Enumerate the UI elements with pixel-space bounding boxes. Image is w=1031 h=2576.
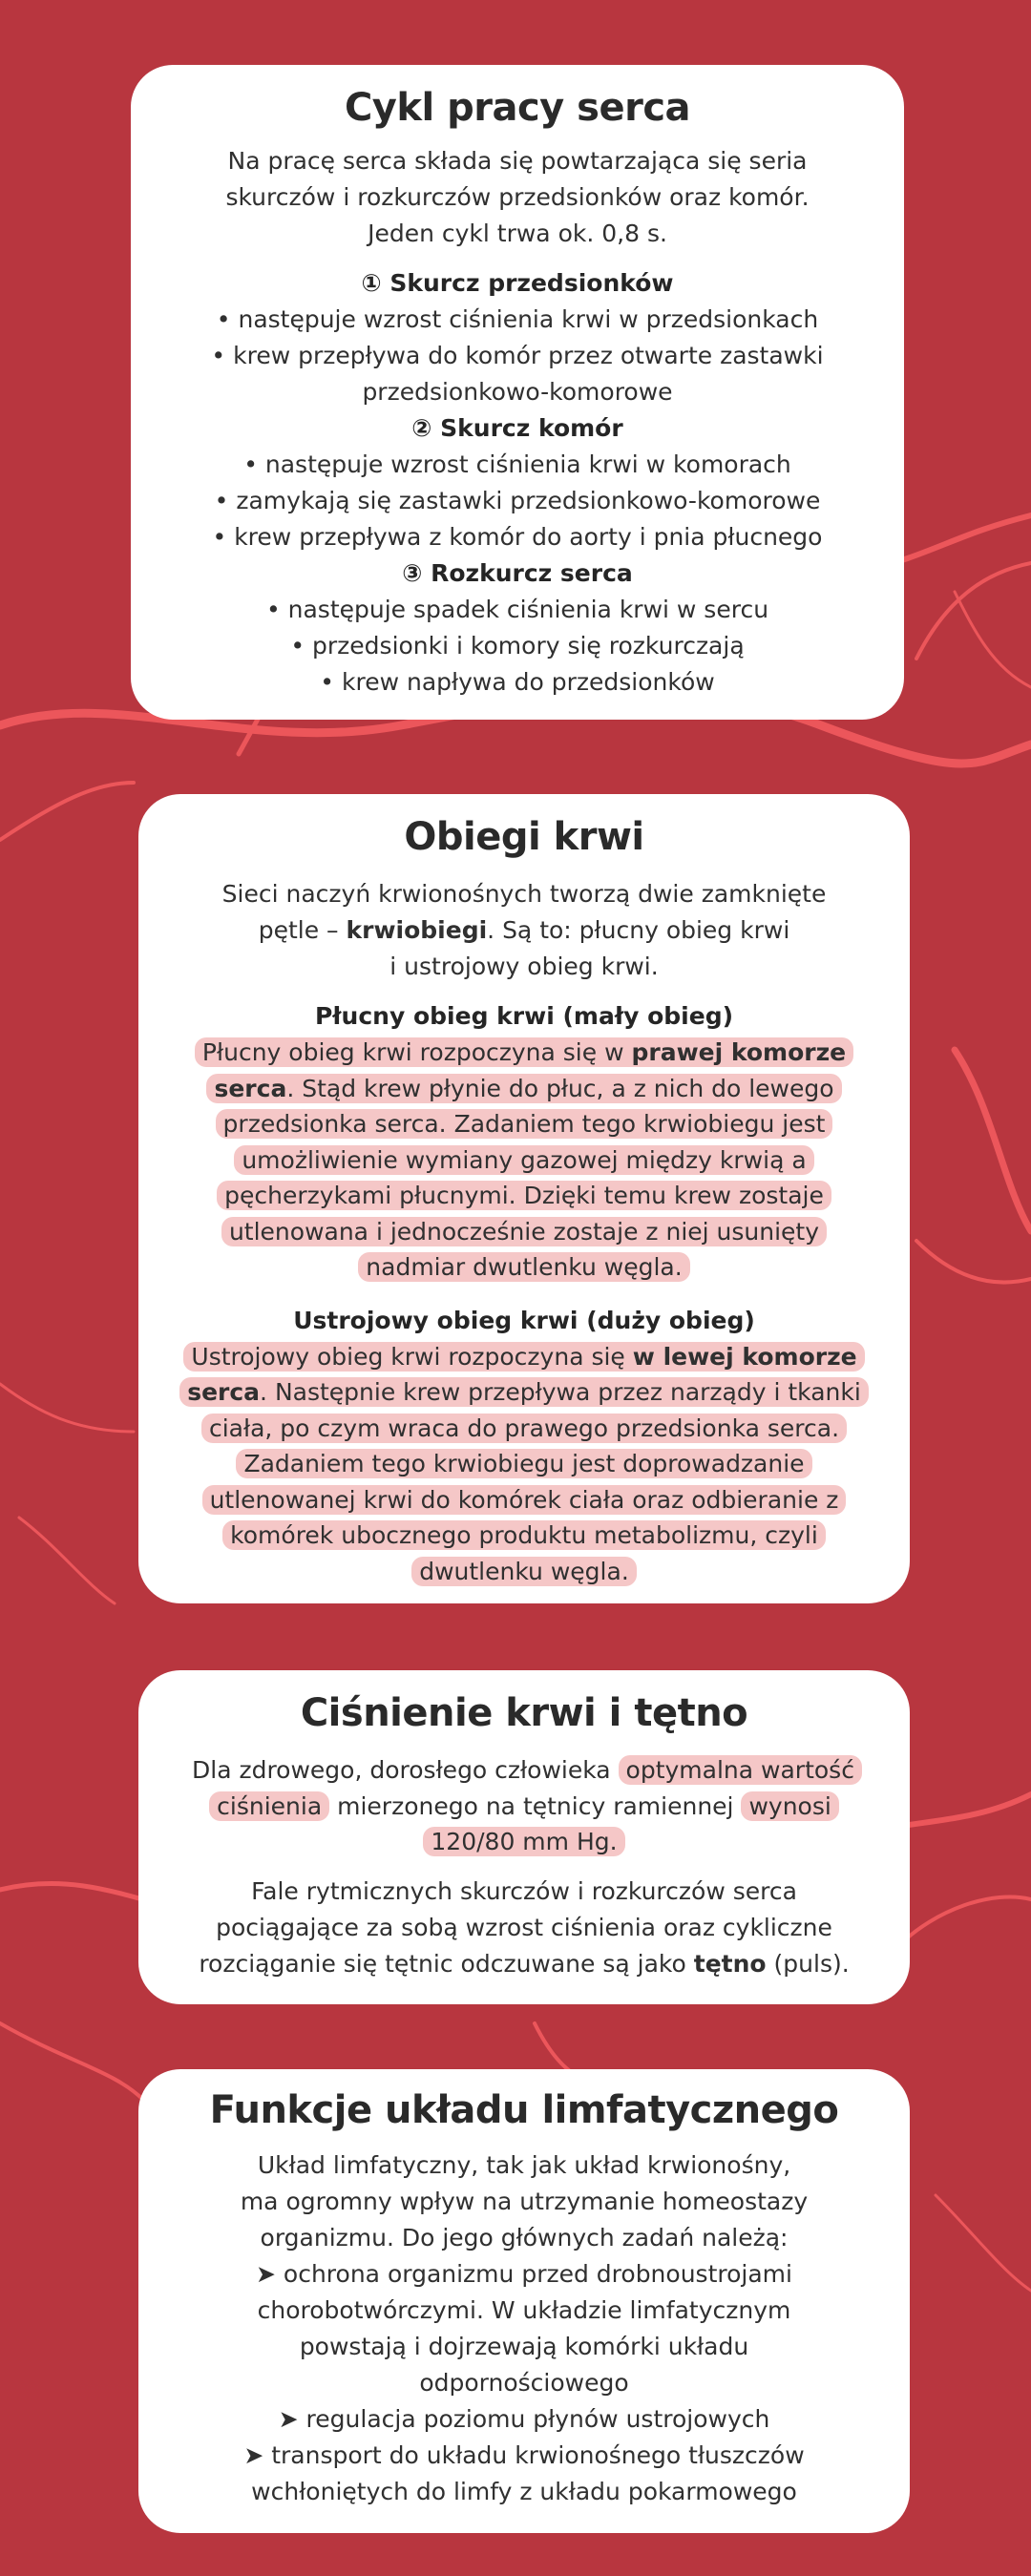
ventricular-systole-point-1: • następuje wzrost ciśnienia krwi w komorach	[243, 450, 791, 478]
ventricular-systole-point-2: • zamykają się zastawki przedsionkowo-komorowe	[214, 487, 821, 514]
pulse-term: tętno	[693, 1949, 767, 1978]
heart-cycle-intro-3: Jeden cykl trwa ok. 0,8 s.	[368, 220, 667, 247]
systemic-text: Ustrojowy obieg krwi rozpoczyna się w lewej komorze serca. Następnie krew przepływa przez narządy i tkanki ciała, po czym wraca do prawego przedsionka serca. Zadaniem tego krwiobiegu jest doprowadzanie utlenowanej krwi do komórek ciała oraz odbieranie z komórek ubocznego produktu metabolizmu, czyli dwutlenku węgla.	[175, 1339, 873, 1590]
lymphatic-line-3: organizmu. Do jego głównych zadań należą:	[260, 2224, 789, 2251]
lymphatic-title: Funkcje układu limfatycznego	[209, 2088, 839, 2132]
circulations-term: krwiobiegi	[346, 916, 488, 944]
lymphatic-function-2: ➤ regulacja poziomu płynów ustrojowych	[278, 2405, 770, 2433]
diastole-point-1: • następuje spadek ciśnienia krwi w sercu	[265, 596, 769, 623]
diastole-point-3: • krew napływa do przedsionków	[320, 668, 715, 696]
lymphatic-function-1-cont-a: chorobotwórczymi. W układzie limfatycznym	[257, 2296, 791, 2324]
circulation-intro-2: pętle – krwiobiegi. Są to: płucny obieg krwi	[258, 916, 790, 944]
blood-circulation-card	[138, 794, 910, 1603]
blood-circulation-title: Obiegi krwi	[404, 815, 644, 859]
pulmonary-text: Płucny obieg krwi rozpoczyna się w prawej komorze serca. Stąd krew płynie do płuc, a z nich do lewego przedsionka serca. Zadaniem tego krwiobiegu jest umożliwienie wymiany gazowej między krwią a pęcherzykami płucnymi. Dzięki temu krew zostaje utlenowana i jednocześnie zostaje z niej usunięty nadmiar dwutlenku węgla.	[175, 1035, 873, 1286]
lymphatic-function-1-cont-b: powstają i dojrzewają komórki układu	[299, 2333, 749, 2360]
pulse-text: Fale rytmicznych skurczów i rozkurczów serca pociągające za sobą wzrost ciśnienia oraz cykliczne rozciąganie się tętnic odczuwane są jako tętno (puls).	[199, 1876, 850, 1978]
blood-pressure-title: Ciśnienie krwi i tętno	[300, 1691, 748, 1735]
ventricular-systole-point-3: • krew przepływa z komór do aorty i pnia płucnego	[212, 523, 823, 551]
pulmonary-heading: Płucny obieg krwi (mały obieg)	[314, 1002, 734, 1030]
circulation-intro-3: i ustrojowy obieg krwi.	[389, 953, 659, 980]
lymphatic-line-1: Układ limfatyczny, tak jak układ krwionośny,	[257, 2151, 791, 2179]
optimal-pressure-text: Dla zdrowego, dorosłego człowieka optymalna wartość ciśnienia mierzonego na tętnicy ramiennej wynosi 120/80 mm Hg.	[192, 1752, 856, 1860]
heart-cycle-title: Cykl pracy serca	[344, 86, 691, 130]
systemic-heading: Ustrojowy obieg krwi (duży obieg)	[293, 1306, 755, 1334]
heart-cycle-intro-1: Na pracę serca składa się powtarzająca się seria	[227, 147, 808, 175]
optimal-pressure-highlight: optymalna wartość ciśnienia	[209, 1755, 862, 1821]
atrial-systole-point-2-cont: przedsionkowo-komorowe	[362, 378, 673, 406]
diastole-heading: ③ Rozkurcz serca	[402, 559, 633, 587]
lymphatic-card	[138, 2069, 910, 2533]
ventricular-systole-heading: ② Skurcz komór	[411, 414, 623, 442]
atrial-systole-point-1: • następuje wzrost ciśnienia krwi w przedsionkach	[216, 305, 819, 333]
lymphatic-function-3: ➤ transport do układu krwionośnego tłuszczów	[243, 2441, 805, 2469]
pressure-value-highlight: wynosi 120/80 mm Hg.	[423, 1791, 838, 1857]
heart-cycle-card	[131, 65, 904, 720]
atrial-systole-heading: ① Skurcz przedsionków	[361, 269, 674, 297]
diastole-point-2: • przedsionki i komory się rozkurczają	[290, 632, 745, 660]
left-ventricle-term: w lewej komorze serca	[187, 1342, 857, 1406]
atrial-systole-point-2: • krew przepływa do komór przez otwarte zastawki	[211, 342, 824, 369]
lymphatic-function-1-cont-c: odpornościowego	[419, 2369, 629, 2397]
right-ventricle-term: prawej komorze serca	[214, 1038, 847, 1102]
circulation-intro-1: Sieci naczyń krwionośnych tworzą dwie zamknięte	[221, 880, 827, 908]
lymphatic-function-1: ➤ ochrona organizmu przed drobnoustrojami	[256, 2260, 792, 2288]
heart-cycle-intro-2: skurczów i rozkurczów przedsionków oraz komór.	[225, 183, 810, 211]
lymphatic-function-3-cont: wchłoniętych do limfy z układu pokarmowego	[251, 2478, 797, 2505]
blood-pressure-card	[138, 1670, 910, 2004]
lymphatic-line-2: ma ogromny wpływ na utrzymanie homeostazy	[240, 2188, 809, 2215]
